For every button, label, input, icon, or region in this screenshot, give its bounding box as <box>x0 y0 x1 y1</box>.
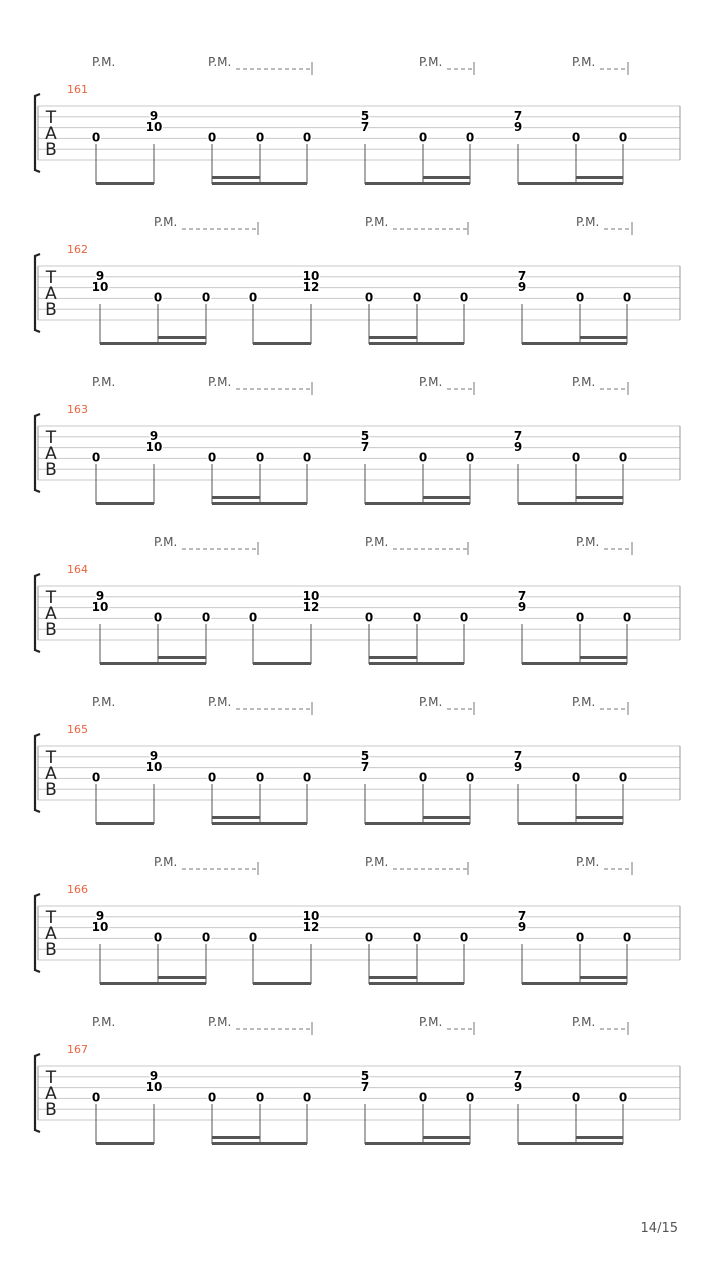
measure-number: 166 <box>67 883 88 896</box>
palm-mute-label: P.M. <box>365 855 389 869</box>
secondary-beam <box>212 176 260 179</box>
palm-mute-label: P.M. <box>572 1015 596 1029</box>
palm-mute-label: P.M. <box>419 375 443 389</box>
tab-note: 7 <box>517 909 527 923</box>
tab-note: 7 <box>513 1069 523 1083</box>
tab-note: 0 <box>207 450 217 465</box>
palm-mute-label: P.M. <box>154 855 178 869</box>
palm-mute-label: P.M. <box>208 695 232 709</box>
tab-note: 9 <box>149 109 159 123</box>
tab-note: 10 <box>145 119 163 134</box>
secondary-beam <box>369 336 417 339</box>
palm-mute-label: P.M. <box>419 1015 443 1029</box>
tab-note: 5 <box>360 1069 370 1083</box>
tab-note: 9 <box>517 919 527 934</box>
beam <box>365 1142 470 1145</box>
tab-note: 12 <box>302 919 320 934</box>
tab-note: 9 <box>517 599 527 614</box>
tab-note: 0 <box>418 130 428 145</box>
tab-note: 5 <box>360 429 370 443</box>
tab-note: 0 <box>207 130 217 145</box>
measure-number: 163 <box>67 403 88 416</box>
beam <box>518 502 623 505</box>
palm-mute-label: P.M. <box>419 55 443 69</box>
tab-note: 0 <box>618 770 628 785</box>
tab-note: 0 <box>465 770 475 785</box>
page-number: 14/15 <box>640 1221 678 1236</box>
tab-note: 9 <box>513 759 523 774</box>
tab-note: 0 <box>302 130 312 145</box>
palm-mute-label: P.M. <box>365 215 389 229</box>
secondary-beam <box>580 656 627 659</box>
tab-clef-letter: T <box>45 748 57 768</box>
tab-note: 0 <box>91 770 101 785</box>
tab-note: 9 <box>149 749 159 763</box>
secondary-beam <box>580 336 627 339</box>
palm-mute-label: P.M. <box>208 55 232 69</box>
tab-note: 9 <box>95 589 105 603</box>
beam <box>518 182 623 185</box>
tab-note: 7 <box>360 439 370 454</box>
tab-note: 0 <box>248 930 258 945</box>
beam <box>96 1142 154 1145</box>
tab-clef-letter: B <box>45 460 57 480</box>
tab-note: 10 <box>91 919 109 934</box>
tab-note: 7 <box>513 109 523 123</box>
secondary-beam <box>423 1136 470 1139</box>
tab-clef-letter: A <box>45 764 57 784</box>
tab-note: 0 <box>302 450 312 465</box>
tab-note: 0 <box>364 610 374 625</box>
beam <box>518 1142 623 1145</box>
beam <box>369 662 464 665</box>
tab-clef-letter: A <box>45 124 57 144</box>
tab-note: 0 <box>465 130 475 145</box>
beam <box>518 822 623 825</box>
beam <box>365 822 470 825</box>
beam <box>212 822 307 825</box>
tab-note: 0 <box>571 130 581 145</box>
beam <box>253 662 311 665</box>
secondary-beam <box>576 816 623 819</box>
tab-note: 12 <box>302 599 320 614</box>
beam <box>522 342 627 345</box>
tab-note: 0 <box>571 1090 581 1105</box>
secondary-beam <box>212 1136 260 1139</box>
tab-note: 0 <box>255 1090 265 1105</box>
palm-mute-label: P.M. <box>576 535 600 549</box>
beam <box>212 502 307 505</box>
tab-note: 10 <box>302 269 320 283</box>
beam <box>96 182 154 185</box>
tab-note: 0 <box>302 1090 312 1105</box>
tab-note: 10 <box>302 909 320 923</box>
beam <box>100 982 206 985</box>
tab-note: 0 <box>418 770 428 785</box>
beam <box>253 342 311 345</box>
tab-note: 0 <box>412 290 422 305</box>
palm-mute-label: P.M. <box>154 535 178 549</box>
beam <box>96 822 154 825</box>
tab-note: 0 <box>91 130 101 145</box>
palm-mute-label: P.M. <box>92 55 116 69</box>
palm-mute-label: P.M. <box>572 375 596 389</box>
tab-clef-letter: B <box>45 940 57 960</box>
tab-note: 7 <box>513 749 523 763</box>
palm-mute-label: P.M. <box>419 695 443 709</box>
tab-note: 9 <box>517 279 527 294</box>
tab-note: 10 <box>91 279 109 294</box>
beam <box>369 982 464 985</box>
tab-note: 0 <box>622 930 632 945</box>
tab-note: 12 <box>302 279 320 294</box>
palm-mute-label: P.M. <box>365 535 389 549</box>
tab-note: 0 <box>91 1090 101 1105</box>
tab-clef-letter: B <box>45 140 57 160</box>
tab-note: 7 <box>360 759 370 774</box>
tab-note: 0 <box>618 450 628 465</box>
tab-note: 0 <box>465 450 475 465</box>
tab-note: 0 <box>153 610 163 625</box>
tab-note: 0 <box>571 450 581 465</box>
tab-note: 0 <box>618 130 628 145</box>
tab-note: 9 <box>513 119 523 134</box>
tab-note: 0 <box>459 290 469 305</box>
tab-note: 0 <box>364 290 374 305</box>
tab-note: 10 <box>145 1079 163 1094</box>
tab-note: 0 <box>571 770 581 785</box>
tab-note: 7 <box>517 589 527 603</box>
tab-clef-letter: T <box>45 428 57 448</box>
tab-note: 0 <box>255 130 265 145</box>
tab-note: 0 <box>622 610 632 625</box>
tab-note: 0 <box>302 770 312 785</box>
tab-note: 0 <box>91 450 101 465</box>
tab-note: 9 <box>513 439 523 454</box>
tab-note: 0 <box>153 930 163 945</box>
tab-note: 0 <box>207 1090 217 1105</box>
tab-note: 7 <box>513 429 523 443</box>
secondary-beam <box>158 976 206 979</box>
secondary-beam <box>212 496 260 499</box>
beam <box>365 502 470 505</box>
palm-mute-label: P.M. <box>92 1015 116 1029</box>
secondary-beam <box>580 976 627 979</box>
tab-clef-letter: B <box>45 1100 57 1120</box>
tab-clef-letter: T <box>45 588 57 608</box>
beam <box>522 982 627 985</box>
beam <box>100 342 206 345</box>
tab-note: 7 <box>517 269 527 283</box>
secondary-beam <box>369 656 417 659</box>
palm-mute-label: P.M. <box>576 855 600 869</box>
secondary-beam <box>158 656 206 659</box>
secondary-beam <box>158 336 206 339</box>
tab-clef-letter: B <box>45 620 57 640</box>
beam <box>100 662 206 665</box>
tab-note: 0 <box>418 450 428 465</box>
beam <box>212 182 307 185</box>
tab-clef-letter: T <box>45 268 57 288</box>
tab-note: 0 <box>364 930 374 945</box>
tab-note: 0 <box>201 610 211 625</box>
measure-number: 162 <box>67 243 88 256</box>
tab-note: 0 <box>459 610 469 625</box>
palm-mute-label: P.M. <box>92 375 116 389</box>
tab-note: 5 <box>360 749 370 763</box>
beam <box>212 1142 307 1145</box>
secondary-beam <box>369 976 417 979</box>
tab-note: 9 <box>513 1079 523 1094</box>
tab-note: 7 <box>360 1079 370 1094</box>
tab-note: 0 <box>465 1090 475 1105</box>
tab-note: 9 <box>149 1069 159 1083</box>
tab-clef-letter: T <box>45 908 57 928</box>
measure-number: 165 <box>67 723 88 736</box>
tab-clef-letter: B <box>45 780 57 800</box>
tab-note: 0 <box>201 290 211 305</box>
secondary-beam <box>576 1136 623 1139</box>
tab-note: 10 <box>145 759 163 774</box>
tab-note: 0 <box>248 290 258 305</box>
tab-note: 9 <box>95 909 105 923</box>
palm-mute-label: P.M. <box>572 695 596 709</box>
palm-mute-label: P.M. <box>576 215 600 229</box>
beam <box>369 342 464 345</box>
tab-clef-letter: T <box>45 1068 57 1088</box>
tab-note: 10 <box>145 439 163 454</box>
palm-mute-label: P.M. <box>92 695 116 709</box>
tab-note: 7 <box>360 119 370 134</box>
measure-number: 167 <box>67 1043 88 1056</box>
tab-note: 0 <box>412 930 422 945</box>
beam <box>522 662 627 665</box>
tab-note: 0 <box>575 610 585 625</box>
tab-note: 9 <box>95 269 105 283</box>
tab-note: 0 <box>153 290 163 305</box>
tab-note: 0 <box>255 770 265 785</box>
tab-clef-letter: A <box>45 924 57 944</box>
tab-note: 10 <box>91 599 109 614</box>
tab-note: 0 <box>201 930 211 945</box>
palm-mute-label: P.M. <box>208 375 232 389</box>
tab-note: 0 <box>575 290 585 305</box>
tab-clef-letter: A <box>45 1084 57 1104</box>
tab-clef-letter: A <box>45 444 57 464</box>
tab-note: 0 <box>255 450 265 465</box>
secondary-beam <box>423 176 470 179</box>
tab-clef-letter: T <box>45 108 57 128</box>
measure-number: 161 <box>67 83 88 96</box>
tab-note: 5 <box>360 109 370 123</box>
tab-note: 0 <box>459 930 469 945</box>
tab-note: 0 <box>412 610 422 625</box>
tab-note: 0 <box>418 1090 428 1105</box>
palm-mute-label: P.M. <box>572 55 596 69</box>
secondary-beam <box>576 496 623 499</box>
tab-note: 0 <box>207 770 217 785</box>
beam <box>96 502 154 505</box>
tab-clef-letter: B <box>45 300 57 320</box>
palm-mute-label: P.M. <box>154 215 178 229</box>
tab-clef-letter: A <box>45 604 57 624</box>
beam <box>253 982 311 985</box>
tab-note: 9 <box>149 429 159 443</box>
tab-clef-letter: A <box>45 284 57 304</box>
secondary-beam <box>212 816 260 819</box>
tab-note: 10 <box>302 589 320 603</box>
secondary-beam <box>423 496 470 499</box>
beam <box>365 182 470 185</box>
tab-note: 0 <box>575 930 585 945</box>
tab-note: 0 <box>248 610 258 625</box>
secondary-beam <box>576 176 623 179</box>
secondary-beam <box>423 816 470 819</box>
measure-number: 164 <box>67 563 88 576</box>
tab-note: 0 <box>618 1090 628 1105</box>
palm-mute-label: P.M. <box>208 1015 232 1029</box>
tab-note: 0 <box>622 290 632 305</box>
